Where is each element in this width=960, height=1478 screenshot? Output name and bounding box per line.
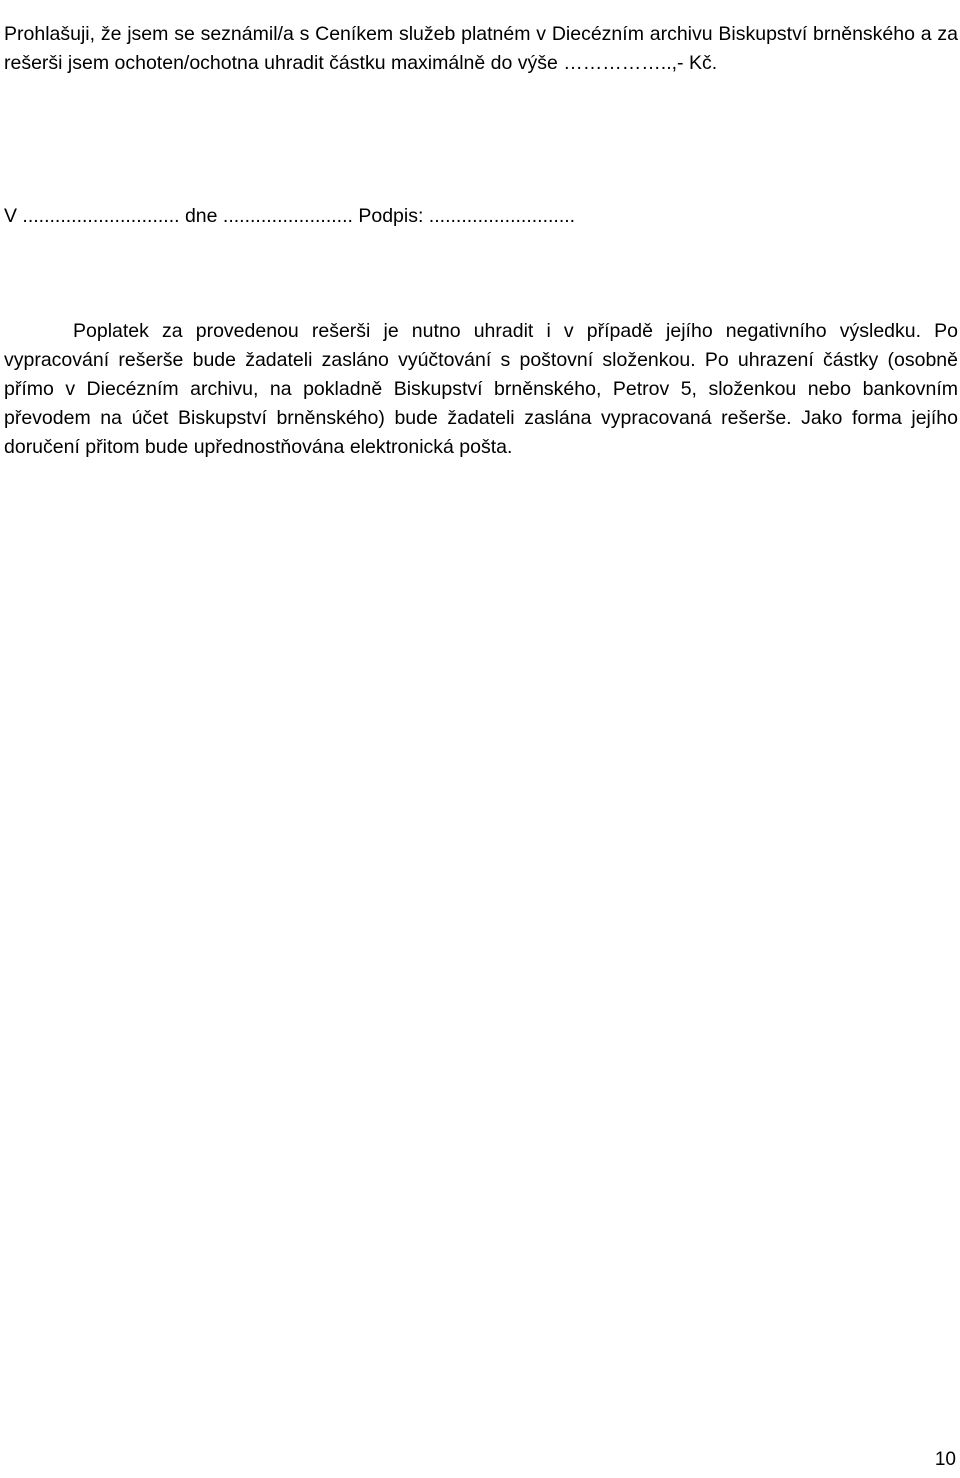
payment-info-paragraph: Poplatek za provedenou rešerši je nutno uhradit i v případě jejího negativního výsledku. Po vypracování rešerše bude žadateli zasláno vyúčtování s poštovní složenkou. Po uhrazení částky (osobně přímo v Diecézním archivu, na pokladně Biskupství brněnského, Petrov 5, složenkou nebo bankovním převodem na účet Biskupství brněnského) bude žadateli zaslána vypracovaná rešerše. Jako forma jejího doručení přitom bude upřednostňována elektronická pošta. <box>4 319 958 458</box>
signature-line: V ............................. dne ........................ Podpis: ........................... <box>4 205 576 227</box>
declaration-paragraph: Prohlašuji, že jsem se seznámil/a s Ceníkem služeb platném v Diecézním archivu Biskupství brněnského a za rešerši jsem ochoten/ochotna uhradit částku maximálně do výše ……………..,- Kč. <box>4 22 958 74</box>
page-number: 10 <box>934 1449 956 1470</box>
